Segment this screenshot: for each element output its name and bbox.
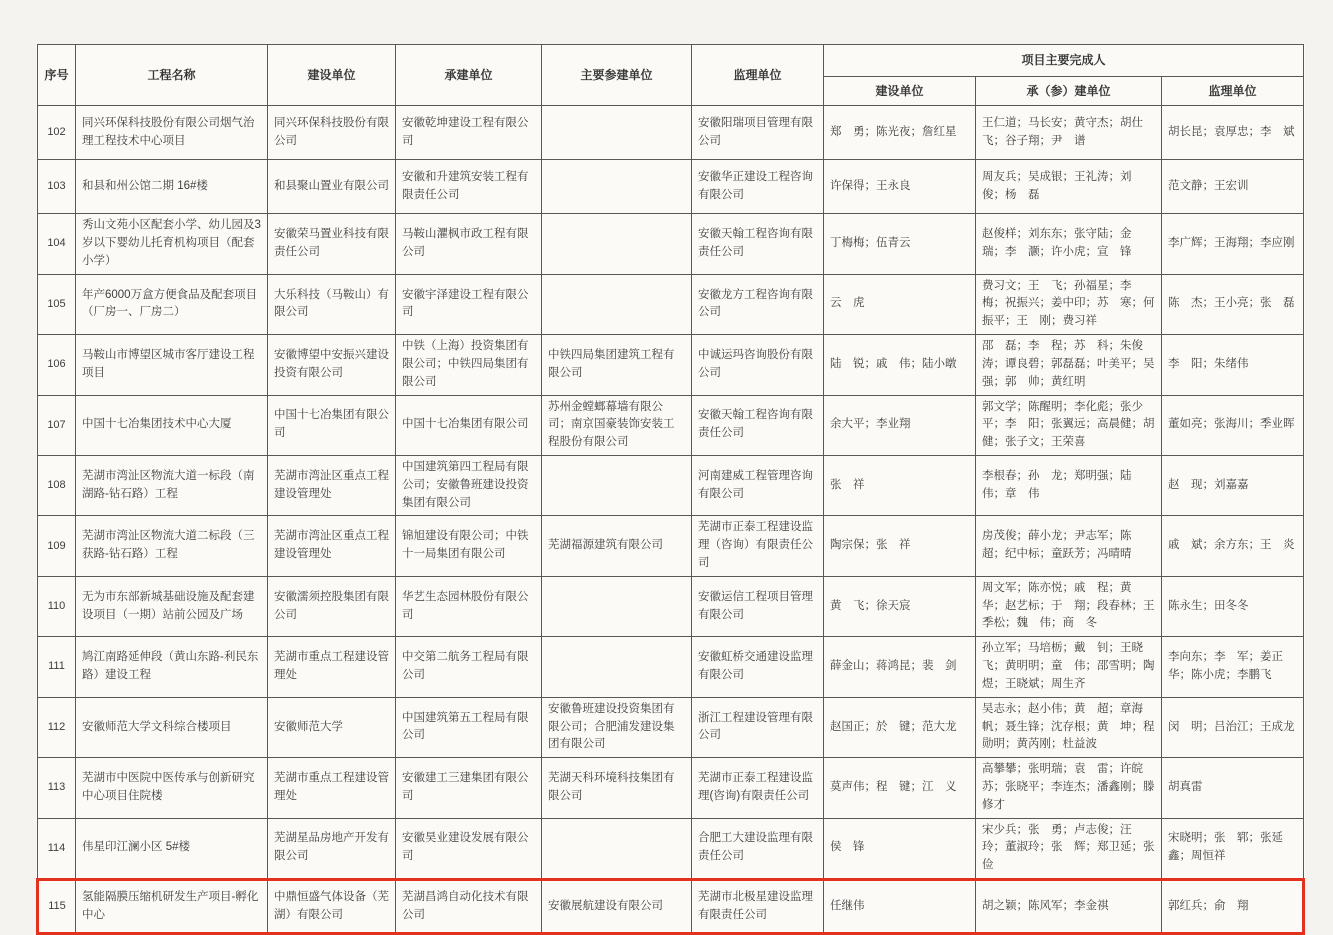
cell-contractor: 安徽和升建筑安装工程有限责任公司 xyxy=(396,160,542,214)
cell-p_contract: 邵 磊；李 程；苏 科；朱俊涛；谭良碧；郭磊磊；叶美平；吴 强；郭 帅；黄红明 xyxy=(976,335,1162,395)
cell-project: 安徽师范大学文科综合楼项目 xyxy=(76,697,268,757)
cell-participants xyxy=(542,214,692,274)
cell-participants xyxy=(542,160,692,214)
table-row xyxy=(38,516,1304,576)
table-row xyxy=(38,274,1304,334)
header-project-name: 工程名称 xyxy=(76,45,268,106)
cell-p_contract: 胡之颖；陈风军；李金祺 xyxy=(976,880,1162,934)
cell-supervisor: 芜湖市正泰工程建设监理（咨询）有限责任公司 xyxy=(692,516,824,576)
cell-contractor: 中铁（上海）投资集团有限公司；中铁四局集团有限公司 xyxy=(396,335,542,395)
cell-project: 氢能隔膜压缩机研发生产项目-孵化中心 xyxy=(76,880,268,934)
cell-participants xyxy=(542,274,692,334)
cell-participants: 芜湖福源建筑有限公司 xyxy=(542,516,692,576)
cell-contractor: 马鞍山灈枫市政工程有限公司 xyxy=(396,214,542,274)
cell-builder: 安徽濡须控股集团有限公司 xyxy=(268,576,396,636)
cell-supervisor: 河南建威工程管理咨询有限公司 xyxy=(692,455,824,515)
cell-supervisor: 安徽阳瑞项目管理有限公司 xyxy=(692,106,824,160)
cell-supervisor: 安徽虹桥交通建设监理有限公司 xyxy=(692,637,824,697)
cell-project: 中国十七冶集团技术中心大厦 xyxy=(76,395,268,455)
table-body xyxy=(38,106,1304,934)
table-row xyxy=(38,455,1304,515)
cell-no: 108 xyxy=(38,455,76,515)
cell-project: 芜湖市中医院中医传承与创新研究中心项目住院楼 xyxy=(76,758,268,818)
cell-p_build: 陶宗保；张 祥 xyxy=(824,516,976,576)
cell-no: 112 xyxy=(38,697,76,757)
cell-p_supervise: 郭红兵；俞 翔 xyxy=(1162,880,1304,934)
table-row xyxy=(38,160,1304,214)
cell-p_supervise: 范文静；王宏训 xyxy=(1162,160,1304,214)
cell-builder: 中鼎恒盛气体设备（芜湖）有限公司 xyxy=(268,880,396,934)
cell-p_contract: 周文军；陈亦悦；戚 程；黄 华；赵艺标；于 翔；段春林；王季松；魏 伟；商 冬 xyxy=(976,576,1162,636)
header-main-completers: 项目主要完成人 xyxy=(824,45,1304,77)
table-row xyxy=(38,818,1304,879)
cell-p_build: 张 祥 xyxy=(824,455,976,515)
header-supervisor: 监理单位 xyxy=(692,45,824,106)
cell-contractor: 安徽乾坤建设工程有限公司 xyxy=(396,106,542,160)
cell-builder: 和县聚山置业有限公司 xyxy=(268,160,396,214)
cell-p_build: 黄 飞；徐天宸 xyxy=(824,576,976,636)
subheader-completer-builder: 建设单位 xyxy=(824,76,976,106)
cell-p_contract: 李根春；孙 龙；郑明强；陆 伟；章 伟 xyxy=(976,455,1162,515)
cell-p_build: 薛金山；蒋鸿昆；裴 剑 xyxy=(824,637,976,697)
cell-p_build: 许保得；王永良 xyxy=(824,160,976,214)
cell-p_supervise: 董如亮；张海川；季业晖 xyxy=(1162,395,1304,455)
cell-no: 114 xyxy=(38,818,76,879)
cell-no: 104 xyxy=(38,214,76,274)
cell-p_supervise: 宋晓明；张 郓；张延鑫；周恒祥 xyxy=(1162,818,1304,879)
cell-p_build: 侯 锋 xyxy=(824,818,976,879)
cell-project: 芜湖市湾沚区物流大道二标段（三获路-钻石路）工程 xyxy=(76,516,268,576)
cell-participants xyxy=(542,455,692,515)
cell-p_supervise: 陈永生；田冬冬 xyxy=(1162,576,1304,636)
cell-contractor: 中国建筑第五工程局有限公司 xyxy=(396,697,542,757)
cell-no: 110 xyxy=(38,576,76,636)
cell-p_supervise: 陈 杰；王小亮；张 磊 xyxy=(1162,274,1304,334)
cell-p_contract: 宋少兵；张 勇；卢志俊；汪 玲；董淑玲；张 辉；郑卫延；张 俭 xyxy=(976,818,1162,879)
header-participants: 主要参建单位 xyxy=(542,45,692,106)
cell-project: 年产6000万盒方便食品及配套项目（厂房一、厂房二） xyxy=(76,274,268,334)
cell-supervisor: 合肥工大建设监理有限责任公司 xyxy=(692,818,824,879)
cell-supervisor: 中诚运玛咨询股份有限公司 xyxy=(692,335,824,395)
cell-project: 鸠江南路延伸段（黄山东路-利民东路）建设工程 xyxy=(76,637,268,697)
cell-contractor: 中国建筑第四工程局有限公司；安徽鲁班建设投资集团有限公司 xyxy=(396,455,542,515)
header-contractor: 承建单位 xyxy=(396,45,542,106)
cell-no: 113 xyxy=(38,758,76,818)
cell-p_contract: 吴志永；赵小伟；黄 超；章海帆；聂生锋；沈存根；黄 坤；程勋明；黄芮刚；杜益波 xyxy=(976,697,1162,757)
cell-p_build: 赵国正；於 键；范大龙 xyxy=(824,697,976,757)
projects-table xyxy=(36,44,1305,935)
cell-p_supervise: 戚 斌；余方东；王 炎 xyxy=(1162,516,1304,576)
cell-supervisor: 安徽华正建设工程咨询有限公司 xyxy=(692,160,824,214)
cell-no: 106 xyxy=(38,335,76,395)
table-row xyxy=(38,395,1304,455)
cell-supervisor: 芜湖市正泰工程建设监理(咨询)有限责任公司 xyxy=(692,758,824,818)
header-seq: 序号 xyxy=(38,45,76,106)
table-row xyxy=(38,106,1304,160)
cell-p_build: 丁梅梅；伍青云 xyxy=(824,214,976,274)
cell-no: 102 xyxy=(38,106,76,160)
cell-p_build: 余大平；李业翔 xyxy=(824,395,976,455)
cell-supervisor: 安徽龙方工程咨询有限公司 xyxy=(692,274,824,334)
cell-contractor: 安徽宇泽建设工程有限公司 xyxy=(396,274,542,334)
cell-builder: 同兴环保科技股份有限公司 xyxy=(268,106,396,160)
cell-p_contract: 高攀攀；张明瑞；袁 雷；许皖苏；张晓平；李连杰；潘鑫刚；滕修才 xyxy=(976,758,1162,818)
table-row xyxy=(38,576,1304,636)
cell-p_contract: 房茂俊；薛小龙；尹志军；陈 超；纪中标；童跃芳；冯晴晴 xyxy=(976,516,1162,576)
cell-builder: 芜湖市湾沚区重点工程建设管理处 xyxy=(268,516,396,576)
cell-builder: 芜湖市湾沚区重点工程建设管理处 xyxy=(268,455,396,515)
cell-project: 无为市东部新城基础设施及配套建设项目（一期）站前公园及广场 xyxy=(76,576,268,636)
cell-p_supervise: 胡长昆；袁厚忠；李 斌 xyxy=(1162,106,1304,160)
cell-builder: 安徽博望中安振兴建设投资有限公司 xyxy=(268,335,396,395)
cell-no: 103 xyxy=(38,160,76,214)
cell-participants xyxy=(542,818,692,879)
cell-supervisor: 芜湖市北极星建设监理有限责任公司 xyxy=(692,880,824,934)
cell-p_supervise: 李 阳；朱绪伟 xyxy=(1162,335,1304,395)
cell-participants: 苏州金螳螂幕墙有限公司；南京国豪装饰安装工程股份有限公司 xyxy=(542,395,692,455)
cell-p_contract: 周友兵；吴成银；王礼涛；刘 俊；杨 磊 xyxy=(976,160,1162,214)
table-row xyxy=(38,697,1304,757)
cell-no: 107 xyxy=(38,395,76,455)
cell-supervisor: 浙江工程建设管理有限公司 xyxy=(692,697,824,757)
cell-contractor: 中交第二航务工程局有限公司 xyxy=(396,637,542,697)
cell-p_contract: 郭文学；陈醒明；李化彪；张少平；李 阳；张翼远；高晨健；胡 健；张子文；王荣喜 xyxy=(976,395,1162,455)
cell-project: 和县和州公馆二期 16#楼 xyxy=(76,160,268,214)
cell-p_build: 莫声伟；程 键；江 义 xyxy=(824,758,976,818)
cell-participants xyxy=(542,637,692,697)
cell-contractor: 安徽建工三建集团有限公司 xyxy=(396,758,542,818)
subheader-completer-contractor: 承（参）建单位 xyxy=(976,76,1162,106)
cell-p_build: 任继伟 xyxy=(824,880,976,934)
cell-participants xyxy=(542,576,692,636)
table-row xyxy=(38,880,1304,934)
cell-p_build: 陆 锐；戚 伟；陆小暾 xyxy=(824,335,976,395)
cell-contractor: 华艺生态园林股份有限公司 xyxy=(396,576,542,636)
cell-project: 同兴环保科技股份有限公司烟气治理工程技术中心项目 xyxy=(76,106,268,160)
cell-no: 111 xyxy=(38,637,76,697)
cell-p_supervise: 赵 现；刘嘉嘉 xyxy=(1162,455,1304,515)
cell-participants: 芜湖天科环境科技集团有限公司 xyxy=(542,758,692,818)
table-row xyxy=(38,758,1304,818)
cell-builder: 安徽师范大学 xyxy=(268,697,396,757)
cell-project: 秀山文苑小区配套小学、幼儿园及3岁以下婴幼儿托育机构项目（配套小学） xyxy=(76,214,268,274)
cell-project: 芜湖市湾沚区物流大道一标段（南湖路-钻石路）工程 xyxy=(76,455,268,515)
cell-p_build: 云 虎 xyxy=(824,274,976,334)
cell-p_contract: 赵俊样；刘东东；张守陆；金 瑞；李 灏；许小虎；宣 锋 xyxy=(976,214,1162,274)
cell-p_supervise: 胡真雷 xyxy=(1162,758,1304,818)
table-row xyxy=(38,637,1304,697)
cell-p_supervise: 李广辉；王海翔；李应刚 xyxy=(1162,214,1304,274)
cell-supervisor: 安徽运信工程项目管理有限公司 xyxy=(692,576,824,636)
cell-contractor: 中国十七冶集团有限公司 xyxy=(396,395,542,455)
cell-contractor: 安徽昊业建设发展有限公司 xyxy=(396,818,542,879)
cell-supervisor: 安徽天翰工程咨询有限责任公司 xyxy=(692,214,824,274)
cell-project: 伟星印江澜小区 5#楼 xyxy=(76,818,268,879)
cell-builder: 芜湖市重点工程建设管理处 xyxy=(268,637,396,697)
cell-project: 马鞍山市博望区城市客厅建设工程项目 xyxy=(76,335,268,395)
cell-participants: 中铁四局集团建筑工程有限公司 xyxy=(542,335,692,395)
cell-contractor: 芜湖昌鸿自动化技术有限公司 xyxy=(396,880,542,934)
cell-p_build: 郑 勇；陈光夜；詹红星 xyxy=(824,106,976,160)
header-builder: 建设单位 xyxy=(268,45,396,106)
cell-participants: 安徽展航建设有限公司 xyxy=(542,880,692,934)
cell-builder: 大乐科技（马鞍山）有限公司 xyxy=(268,274,396,334)
cell-builder: 芜湖星品房地产开发有限公司 xyxy=(268,818,396,879)
cell-builder: 安徽荣马置业科技有限责任公司 xyxy=(268,214,396,274)
cell-builder: 中国十七冶集团有限公司 xyxy=(268,395,396,455)
cell-p_contract: 费习文；王 飞；孙福星；李 梅；祝振兴；姜中印；苏 寒；何振平；王 刚；费习祥 xyxy=(976,274,1162,334)
table-row xyxy=(38,335,1304,395)
cell-p_supervise: 李向东；李 军；姜正华；陈小虎；李鹏飞 xyxy=(1162,637,1304,697)
cell-participants: 安徽鲁班建设投资集团有限公司；合肥浦发建设集团有限公司 xyxy=(542,697,692,757)
cell-p_contract: 孙立军；马培栃；戴 钊；王晓飞；黄明明；童 伟；邵雪明；陶 煜；王晓斌；周生齐 xyxy=(976,637,1162,697)
cell-participants xyxy=(542,106,692,160)
table-row xyxy=(38,214,1304,274)
cell-contractor: 锦旭建设有限公司；中铁十一局集团有限公司 xyxy=(396,516,542,576)
cell-no: 115 xyxy=(38,880,76,934)
cell-p_supervise: 闵 明；吕治江；王成龙 xyxy=(1162,697,1304,757)
table-header xyxy=(38,45,1304,106)
cell-p_contract: 王仁道；马长安；黄守杰；胡仕飞；谷子翔；尹 谱 xyxy=(976,106,1162,160)
cell-supervisor: 安徽天翰工程咨询有限责任公司 xyxy=(692,395,824,455)
subheader-completer-supervisor: 监理单位 xyxy=(1162,76,1304,106)
cell-no: 109 xyxy=(38,516,76,576)
cell-builder: 芜湖市重点工程建设管理处 xyxy=(268,758,396,818)
cell-no: 105 xyxy=(38,274,76,334)
